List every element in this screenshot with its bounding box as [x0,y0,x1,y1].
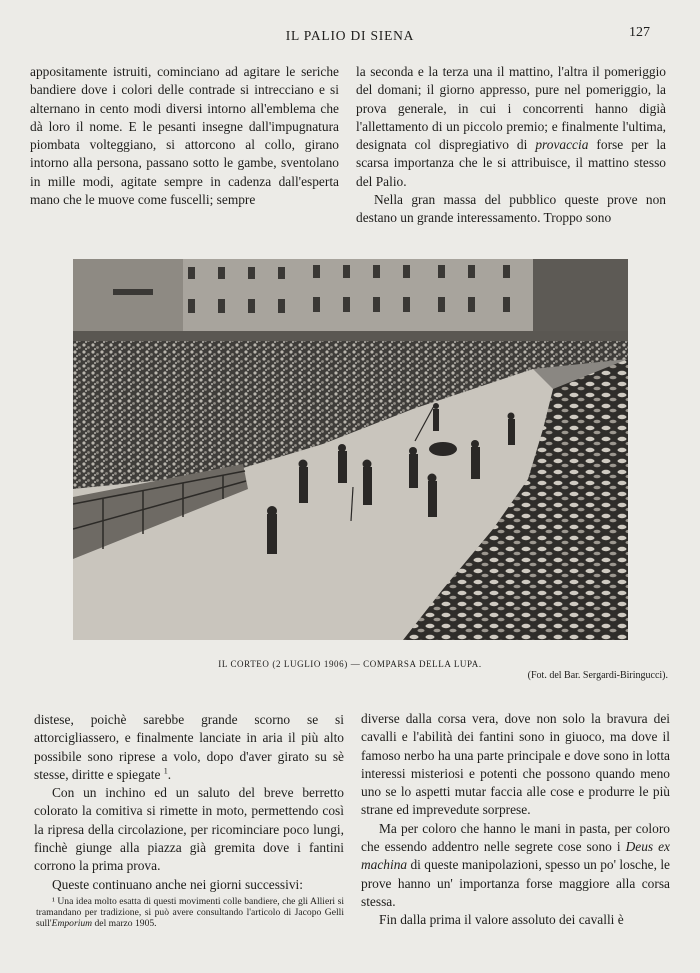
footnote-marker: 1 [163,766,168,776]
paragraph: Ma per coloro che hanno le mani in pasta, per coloro che essendo addentro nelle segrete cose sono i Deus ex machina di queste manipolazioni, spesso un po' losche, le prove hanno un' importanza forse maggiore alla corsa stessa. [361,820,670,909]
paragraph: Con un inchino ed un saluto del breve berretto colorato la comitiva si rimette in moto, permettendo così la ripresa della circolazione, per ricominciare poco lungi, finchè giunge alla piazza già gremita dove i fantini corrono la prima prova. [34,785,344,874]
palio-procession-photo [73,259,628,640]
paragraph: Fin dalla prima il valore assoluto dei cavalli è [379,912,624,928]
page-number: 127 [629,25,650,40]
figure-caption: IL CORTEO (2 LUGLIO 1906) — COMPARSA DELLA LUPA. [218,659,482,669]
paragraph: Nella gran massa del pubblico queste prove non destano un grande interessamento. Troppo sono [356,192,666,226]
footnote: ¹ Una idea molto esatta di questi movimenti colle bandiere, che gli Allieri si tramandano per tradizione, si può avere consultando l'articolo di Jacopo Gelli sull'Emporium del marzo 1905. [36,896,344,929]
paragraph: appositamente istruiti, cominciano ad agitare le seriche bandiere dove i colori delle contrade si intrecciano e si alternano in cento modi diversi intorno all'emblema che dà loro il nome. E le pesanti insegne dall'impugnatura piombata volteggiano, si attorcono al collo, girano intorno alla persona, passano sotto le gambe, sventolano in mille modi, agitate sempre in cadenza dall'esperta mano che le muove come fuscelli; sempre [30,64,339,208]
running-title: IL PALIO DI SIENA [285,28,415,43]
paragraph: distese, poichè sarebbe grande scorno se si attorcigliassero, e finalmente lanciate in aria il più alto possibile sono riprese a volo, dopo d'aver girato su sè stesse, diritte e spiegate $^1$. [34,712,344,782]
text-column-bottom-right [361,710,670,930]
text-column-top-left [30,63,339,209]
text-column-bottom-left [34,711,344,894]
photo-credit: (Fot. del Bar. Sergardi-Biringucci). [527,670,668,681]
paragraph: Queste continuano anche nei giorni successivi: [52,876,304,892]
paragraph: diverse dalla corsa vera, dove non solo la bravura dei cavalli e l'abilità dei fantini sono in giuoco, ma dove il famoso nerbo ha una parte principale e dove sono in lotta interessi misteriosi e potenti che possono quando meno uno se lo aspetti mutar faccia alle cose e produrre le più strane ed imprevedute sorprese. [361,711,670,818]
paragraph: la seconda e la terza una il mattino, l'altra il pomeriggio del domani; il giorno appresso, pure nel pomeriggio, la prova generale, in cui i concorrenti hanno digià l'allettamento di un piccolo premio; e finalmente l'ultima, designata col dispregiativo di provaccia forse per la scarsa importanza che le si attribuisce, il mattino stesso del Palio. [356,64,667,189]
text-column-top-right [356,63,666,228]
